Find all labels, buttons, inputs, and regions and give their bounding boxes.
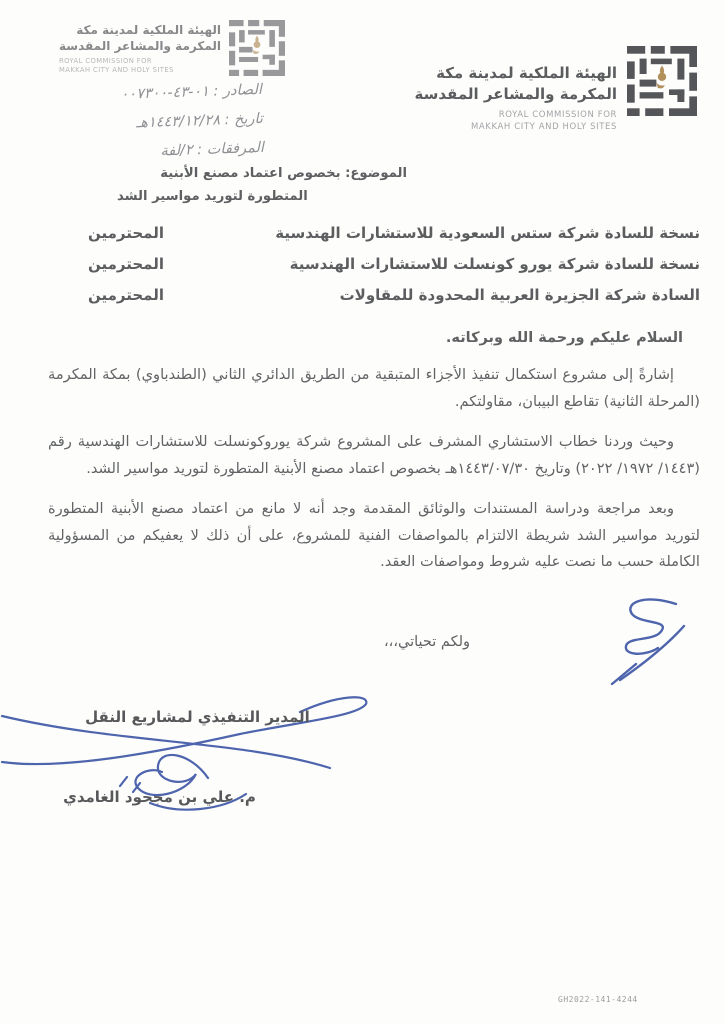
- recipients-list: [88, 224, 700, 317]
- recipient-honorific: المحترمين: [88, 224, 165, 242]
- date-handwritten: تاريخ : ١٤٤٣/١٢/٢٨هـ: [135, 110, 264, 132]
- letter-body: [48, 362, 700, 590]
- stamp-org-arabic-line2: المكرمة والمشاعر المقدسة: [59, 39, 221, 53]
- org-name-arabic-line2: المكرمة والمشاعر المقدسة: [414, 85, 617, 103]
- subject-line: [105, 162, 407, 208]
- recipient-honorific: المحترمين: [88, 255, 165, 273]
- recipient-row: [88, 224, 700, 255]
- royal-commission-logo-icon: [627, 45, 697, 117]
- recipient-row: [88, 255, 700, 286]
- body-paragraph-3: وبعد مراجعة ودراسة المستندات والوثائق المقدمة وجد أنه لا مانع من اعتماد مصنع الأبنية المتطورة لتوريد مواسير الشد شريطة الالتزام بالمواصفات الفنية للمشروع، على أن ذلك لا يعفيكم من المسؤولية الكاملة حسب ما نصت عليه شروط ومواصفات العقد.: [48, 500, 700, 570]
- subject-text-line1: الموضوع: بخصوص اعتماد مصنع الأبنية: [160, 166, 407, 181]
- signatory-title: المدير التنفيذي لمشاريع النقل: [85, 708, 310, 726]
- org-name-arabic-line1: الهيئة الملكية لمدينة مكة: [436, 64, 617, 82]
- outgoing-number-handwritten: الصادر : ‪٠١-٤٣-٠٠٧٣٠٠‬: [120, 81, 263, 103]
- document-code: GH2022-141-4244: [558, 995, 638, 1004]
- paraph-ink-icon: [598, 592, 708, 687]
- body-paragraph-1: إشارةً إلى مشروع استكمال تنفيذ الأجزاء المتبقية من الطريق الدائري الثاني (الطندباوي) بمكة المكرمة (المرحلة الثانية) تقاطع البيبان، مقاولتكم.: [48, 366, 700, 410]
- signatory-name: م. علي بن مجحود الغامدي: [63, 788, 256, 806]
- closing-salutation: ولكم تحياتي،،،: [383, 634, 470, 650]
- letterhead: [415, 45, 697, 133]
- recipient-row: [88, 286, 700, 317]
- recipient-honorific: المحترمين: [88, 286, 165, 304]
- received-stamp: [35, 20, 285, 76]
- org-name-english-line2: MAKKAH CITY AND HOLY SITES: [470, 122, 617, 132]
- attachments-handwritten: المرفقات : ٢/لفة: [160, 139, 265, 160]
- handwritten-registry: [27, 76, 265, 171]
- subject-text-line2: المتطورة لتوريد مواسير الشد: [117, 189, 308, 204]
- stamp-org-arabic-line1: الهيئة الملكية لمدينة مكة: [76, 23, 221, 37]
- greeting-line: السلام عليكم ورحمة الله وبركاته.: [445, 330, 683, 346]
- org-name-english-line1: ROYAL COMMISSION FOR: [498, 110, 617, 120]
- stamp-logo-icon: [229, 20, 285, 76]
- body-paragraph-2: وحيث وردنا خطاب الاستشاري المشرف على المشروع شركة يوروكونسلت للاستشارات الهندسية رقم (١٤٤٣/ ١٩٧٢/ ٢٠٢٢) وتاريخ ١٤٤٣/٠٧/٣٠هـ بخصوص اعتماد مصنع الأبنية المتطورة لتوريد مواسير الشد.: [48, 433, 700, 477]
- stamp-org-english-line2: MAKKAH CITY AND HOLY SITES: [59, 66, 174, 74]
- stamp-org-english-line1: ROYAL COMMISSION FOR: [59, 57, 152, 65]
- recipient-name: نسخة للسادة شركة ستس السعودية للاستشارات الهندسية: [275, 224, 700, 242]
- recipient-name: السادة شركة الجزيرة العربية المحدودة للمقاولات: [339, 286, 700, 304]
- recipient-name: نسخة للسادة شركة يورو كونسلت للاستشارات الهندسية: [289, 255, 700, 273]
